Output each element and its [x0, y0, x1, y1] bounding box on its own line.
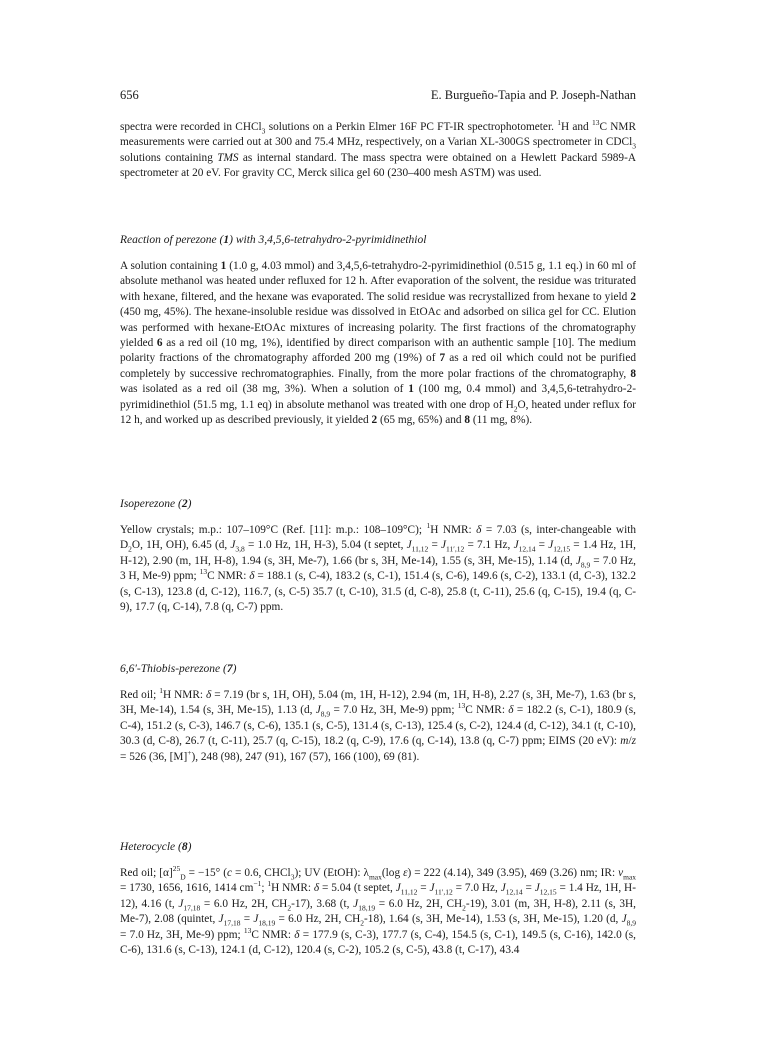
paragraph: Red oil; $[\alpha]^{25}_D = -15^\circ$ (c = 0.6, CHCl$_3$); UV (EtOH): $\lambda_{max}(\log$ ε) = 222 (4.14), 349 (3.95), 469 (3.26) nm; IR: $\nu_{max} = 1730$, 1656, 1616, 1414 $cm^{-1}$; $^1$H NMR: δ = 5.04 (t septet, $J_{11,12} = J_{11',12} = 7.0$ Hz, $J_{12,14} = J_{12,15} = 1.4$ Hz, 1H, H-12), 4.16 (t, $J_{17,18} = 6.0$ Hz, 2H, $CH_2-17$), 3.68 (t, $J_{18,19} = 6.0$ Hz, 2H, $CH_2-19$), 3.01 (m, 3H, H-8), 2.11 (s, 3H, Me-7), 2.08 (quintet, $J_{17,18} = J_{18,19} = 6.0$ Hz, 2H, $CH_2-18$), 1.64 (s, 3H, Me-14), 1.53 (s, 3H, Me-15), 1.20 (d, $J_{8,9} = 7.0$ Hz, 3H, Me-9) ppm; $^{13}$C NMR: δ = 177.9 (s, C-3), 177.7 (s, C-4), 154.5 (s, C-1), 149.5 (s, C-16), 142.0 (s, C-6), 131.6 (s, C-13), 124.1 (d, C-12), 120.4 (s, C-2), 105.2 (s, C-5), 43.8 (t, C-17), 43.4	[120, 864, 637, 957]
paragraph: Yellow crystals; m.p.: 107–109°C (Ref. [11]: m.p.: 108–109°C); $^1$H NMR: δ = 7.03 (s, inter-changeable with $D_2O$, 1H, OH), 6.45 (d, $J_{3,8} = 1.0$ Hz, 1H, H-3), 5.04 (t septet, $J_{11,12} = J_{11',12} = 7.1$ Hz, $J_{12,14} = J_{12,15} = 1.4$ Hz, 1H, H-12), 2.90 (m, 1H, H-8), 1.94 (s, 3H, Me-7), 1.66 (br s, 3H, Me-14), 1.55 (s, 3H, Me-15), 1.14 (d, $J_{8,9} = 7.0$ Hz, 3 H, Me-9) ppm; $^{13}$C NMR: δ = 188.1 (s, C-4), 183.2 (s, C-1), 151.4 (s, C-6), 149.6 (s, C-2), 133.1 (d, C-3), 132.2 (s, C-13), 123.8 (d, C-12), 116.7, (s, C-5) 35.7 (t, C-10), 31.5 (d, C-8), 25.8 (t, C-11), 25.6 (q, C-15), 19.4 (q, C-9), 17.7 (q, C-14), 7.8 (q, C-7) ppm.	[120, 521, 636, 614]
section-heading: Heterocycle (8)	[120, 841, 192, 853]
section-thiobis-perezone	[120, 662, 636, 765]
section-reaction-of-perezone	[120, 233, 636, 428]
paragraph: A solution containing 1 (1.0 g, 4.03 mmol) and 3,4,5,6-tetrahydro-2-pyrimidinethiol (0.515 g, 1.1 eq.) in 60 ml of absolute methanol was heated under refluxed for 12 h. After evaporation of the solvent, the residue was triturated with hexane, filtered, and the hexane was evaporated. The solid residue was recrystallized from hexane to yield 2 (450 mg, 45%). The hexane-insoluble residue was dissolved in EtOAc and adsorbed on silica gel for CC. Elution was performed with hexane-EtOAc mixtures of increasing polarity. The first fractions of the chromatography yielded 6 as a red oil (10 mg, 1%), identified by direct comparison with an authentic sample [10]. The medium polarity fractions of the chromatography afforded 200 mg (19%) of 7 as a red oil which could not be purified completely by successive rechromatographies. Finally, from the more polar fractions of the chromatography, 8 was isolated as a red oil (38 mg, 3%). When a solution of 1 (100 mg, 0.4 mmol) and 3,4,5,6-tetrahydro-2-pyrimidinethiol (51.5 mg, 1.1 eq) in absolute methanol was treated with one drop of $H_2O$, heated under reflux for 12 h, and worked up as described previously, it yielded 2 (65 mg, 65%) and 8 (11 mg, 8%).	[120, 260, 637, 427]
section-heading: Isoperezone (2)	[120, 498, 192, 510]
page-header	[120, 88, 636, 108]
page-number: 656	[120, 88, 139, 102]
section-experimental-intro	[120, 120, 636, 182]
section-heading: 6,6′-Thiobis-perezone (7)	[120, 663, 237, 675]
section-heterocycle	[120, 840, 636, 958]
paragraph: spectra were recorded in CHCl$_3$ solutions on a Perkin Elmer 16F PC FT-IR spectrophotometer. $^1$H and $^{13}$C NMR measurements were carried out at 300 and 75.4 MHz, respectively, on a Varian XL-300GS spectrometer in CDCl$_3$ solutions containing TMS as internal standard. The mass spectra were obtained on a Hewlett Packard 5989-A spectrometer at 20 eV. For gravity CC, Merck silica gel 60 (230–400 mesh ASTM) was used.	[120, 118, 637, 180]
section-isoperezone	[120, 497, 636, 615]
paragraph: Red oil; $^1$H NMR: δ = 7.19 (br s, 1H, OH), 5.04 (m, 1H, H-12), 2.94 (m, 1H, H-8), 2.27 (s, 3H, Me-7), 1.63 (br s, 3H, Me-14), 1.54 (s, 3H, Me-15), 1.13 (d, $J_{8,9} = 7.0$ Hz, 3H, Me-9) ppm; $^{13}$C NMR: δ = 182.2 (s, C-1), 180.9 (s, C-4), 151.2 (s, C-3), 146.7 (s, C-6), 135.1 (s, C-5), 131.4 (s, C-13), 125.4 (s, C-2), 124.4 (d, C-12), 34.1 (t, C-10), 30.3 (d, C-8), 26.7 (t, C-11), 25.7 (q, C-15), 18.2 (q, C-9), 17.6 (q, C-14), 13.8 (q, C-7) ppm; EIMS (20 eV): m/z = 526 (36, [M]+), 248 (98), 247 (91), 167 (57), 166 (100), 69 (81).	[120, 686, 637, 763]
section-heading: Reaction of perezone (1) with 3,4,5,6-tetrahydro-2-pyrimidinethiol	[120, 234, 427, 246]
running-head: E. Burgueño-Tapia and P. Joseph-Nathan	[430, 88, 636, 102]
